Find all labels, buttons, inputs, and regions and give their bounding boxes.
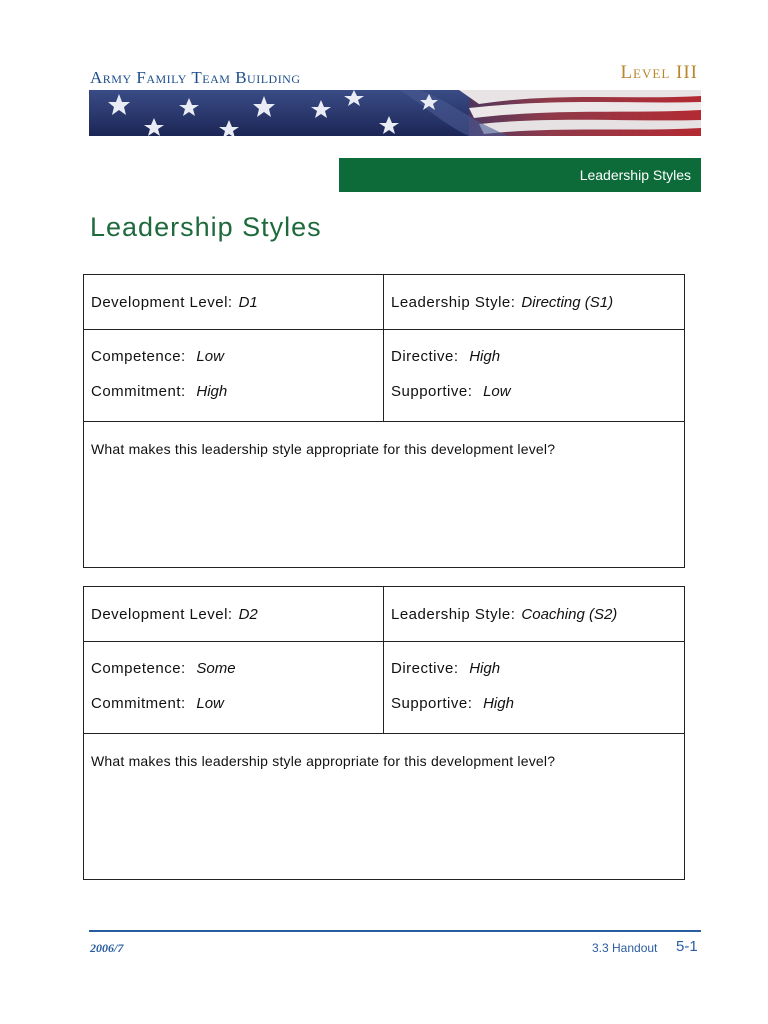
program-title: Army Family Team Building	[90, 68, 301, 87]
footer-handout: 3.3 Handout	[592, 941, 658, 955]
directive-value: High	[469, 660, 501, 677]
question-answer-area[interactable]	[84, 734, 684, 879]
supportive-label: Supportive:	[391, 383, 473, 400]
directive-value: High	[469, 348, 501, 365]
development-level-value: D2	[238, 605, 258, 623]
development-level-value: D1	[238, 293, 258, 311]
leadership-table-d1	[83, 274, 685, 568]
directive-supportive-cell	[384, 330, 684, 421]
leadership-style-value: Directing (S1)	[521, 293, 614, 311]
competence-commitment-cell	[84, 642, 384, 733]
table-row	[84, 275, 684, 330]
us-flag-banner-icon	[89, 90, 701, 136]
directive-label: Directive:	[391, 660, 459, 677]
directive-label: Directive:	[391, 348, 459, 365]
leadership-style-label: Leadership Style:	[391, 293, 516, 311]
question-text: What makes this leadership style appropriate for this development level?	[91, 753, 556, 769]
level-label: Level III	[620, 62, 698, 83]
leadership-style-label: Leadership Style:	[391, 605, 516, 623]
development-level-label: Development Level:	[91, 293, 233, 311]
table-row	[84, 587, 684, 642]
table-row	[84, 642, 684, 734]
competence-value: Some	[196, 660, 236, 677]
footer-page-number: 5-1	[676, 938, 698, 955]
competence-label: Competence:	[91, 348, 186, 365]
section-tab-label: Leadership Styles	[579, 167, 691, 183]
supportive-value: Low	[483, 383, 511, 400]
development-level-cell	[84, 275, 384, 329]
commitment-label: Commitment:	[91, 695, 186, 712]
commitment-value: High	[196, 383, 228, 400]
competence-commitment-cell	[84, 330, 384, 421]
supportive-label: Supportive:	[391, 695, 473, 712]
footer-divider	[89, 930, 701, 932]
leadership-table-d2	[83, 586, 685, 880]
competence-label: Competence:	[91, 660, 186, 677]
question-answer-area[interactable]	[84, 422, 684, 567]
development-level-label: Development Level:	[91, 605, 233, 623]
question-text: What makes this leadership style appropriate for this development level?	[91, 441, 556, 457]
table-row	[84, 422, 684, 567]
leadership-style-cell	[384, 587, 684, 641]
table-row	[84, 734, 684, 879]
leadership-style-value: Coaching (S2)	[521, 605, 618, 623]
table-row	[84, 330, 684, 422]
commitment-label: Commitment:	[91, 383, 186, 400]
supportive-value: High	[483, 695, 514, 712]
directive-supportive-cell	[384, 642, 684, 733]
competence-value: Low	[196, 348, 224, 365]
page-title: Leadership Styles	[90, 212, 322, 242]
development-level-cell	[84, 587, 384, 641]
section-tab	[339, 158, 701, 192]
commitment-value: Low	[196, 695, 224, 712]
footer-date: 2006/7	[90, 941, 124, 955]
leadership-style-cell	[384, 275, 684, 329]
